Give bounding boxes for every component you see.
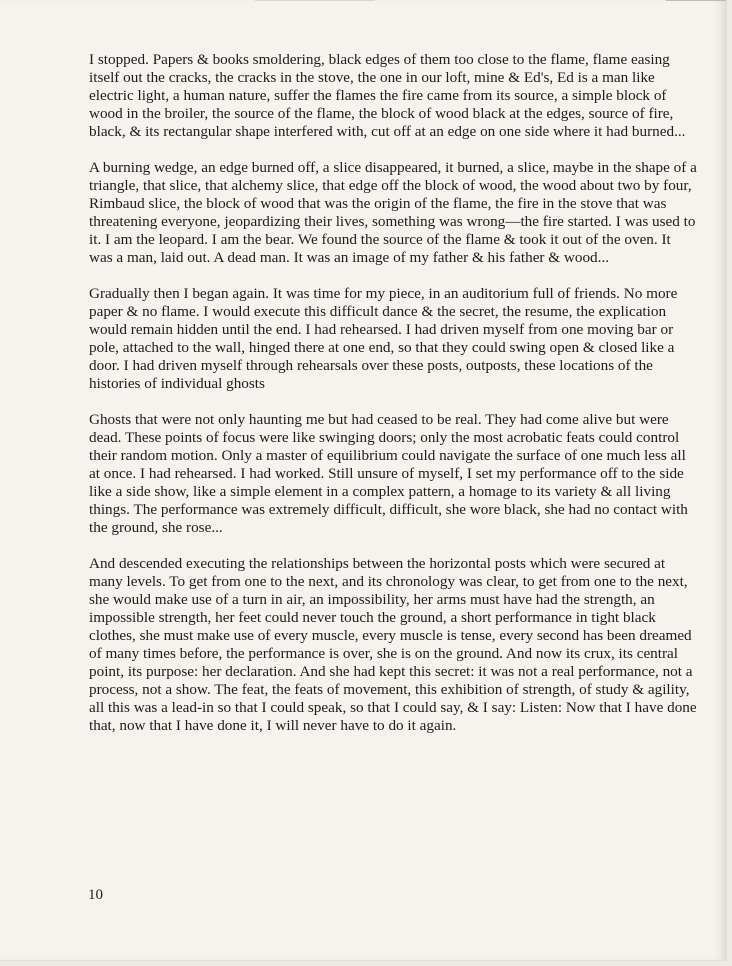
paragraph-4: Ghosts that were not only haunting me but had ceased to be real. They had come alive but were dead. These points of focus were like swinging doors; only the most acrobatic feats could control their random motion. Only a master of equilibrium could navigate the surface of one much less all at once. I had rehearsed. I had worked. Still unsure of myself, I set my performance off to the side like a side show, like a simple element in a complex pattern, a homage to its variety & all living things. The performance was extremely difficult, difficult, she wore black, she had no contact with the ground, she rose... [89,411,688,536]
paragraph-1: I stopped. Papers & books smoldering, black edges of them too close to the flame, flame easing itself out the cracks, the cracks in the stove, the one in our loft, mine & Ed's, Ed is a man like electric light, a human nature, suffer the flames the fire came from its source, a simple block of wood in the broiler, the source of the flame, the block of wood black at the edges, source of fire, black, & its rectangular shape interfered with, cut off at an edge on one side where it had burned... [89,51,686,140]
body-text [89,51,697,753]
top-edge-mark [255,0,375,1]
corner-edge-mark [666,0,726,1]
page-number: 10 [88,887,103,903]
paragraph-2: A burning wedge, an edge burned off, a slice disappeared, it burned, a slice, maybe in the shape of a triangle, that slice, that alchemy slice, that edge off the block of wood, the wood about two by four, Rimbaud slice, the block of wood that was the origin of the flame, the fire in the stove that was threatening everyone, jeopardizing their lives, something was wrong—the fire started. I was used to it. I am the leopard. I am the bear. We found the source of the flame & took it out of the oven. It was a man, laid out. A dead man. It was an image of my father & his father & wood... [89,159,697,266]
paragraph-3: Gradually then I began again. It was time for my piece, in an auditorium full of friends. No more paper & no flame. I would execute this difficult dance & the secret, the resume, the explication would remain hidden until the end. I had rehearsed. I had driven myself from one moving bar or pole, attached to the wall, hinged there at one end, so that they could swing open & closed like a door. I had driven myself through rehearsals over these posts, outposts, these locations of the histories of individual ghosts [89,285,678,392]
paragraph-5: And descended executing the relationships between the horizontal posts which were secured at many levels. To get from one to the next, and its chronology was clear, to get from one to the next, she would make use of a turn in air, an impossibility, her arms must have had the strength, an impossible strength, her feet could never touch the ground, a short performance in tight black clothes, she must make use of every muscle, every muscle is tense, every second has been dreamed of many times before, the performance is over, she is on the ground. And now its crux, its central point, its purpose: her declaration. And she had kept this secret: it was not a real performance, not a process, not a show. The feat, the feats of movement, this exhibition of strength, of study & agility, all this was a lead-in so that I could speak, so that I could say, & I say: Listen: Now that I have done that, now that I have done it, I will never have to do it again. [89,555,697,734]
